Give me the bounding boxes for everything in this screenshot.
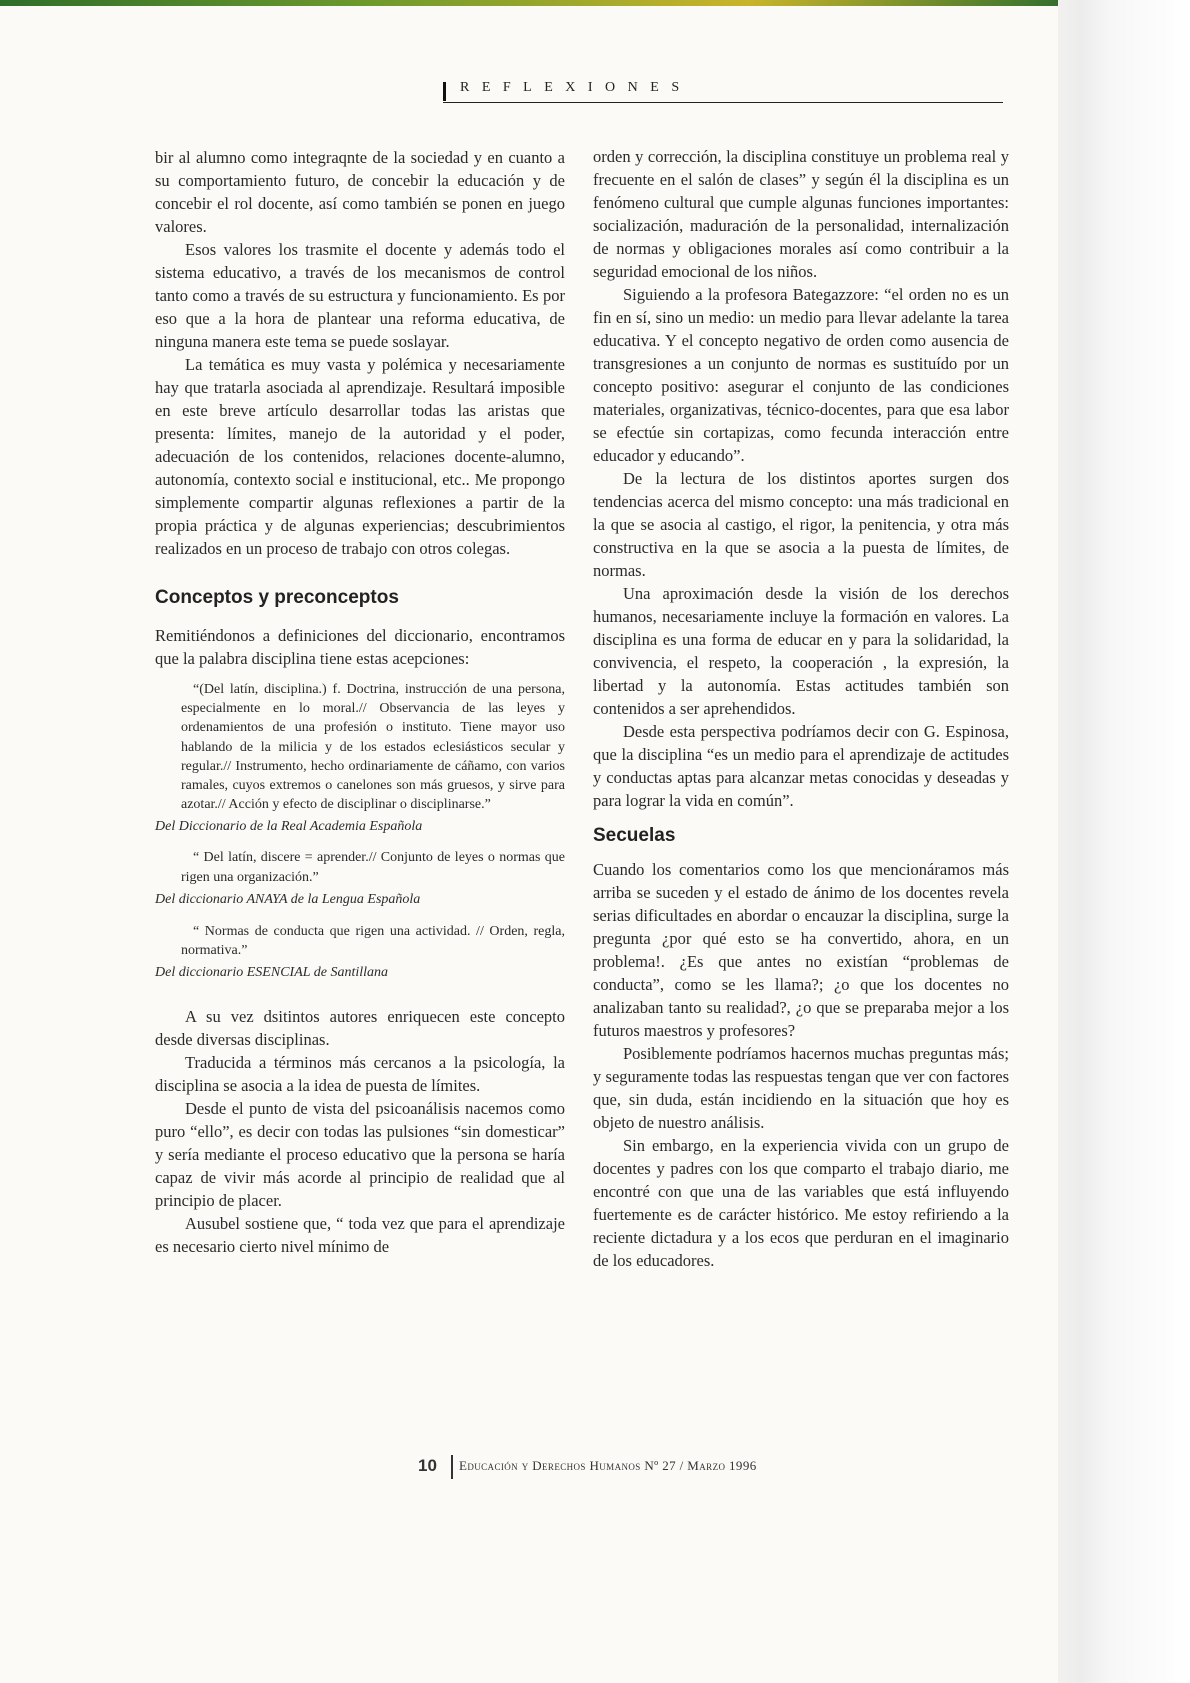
dictionary-quote: “(Del latín, disciplina.) f. Doctrina, instrucción de una persona, especialmente en lo moral.// Observancia de las leyes y ordenamientos de una profesión o instituto. Tiene mayor uso hablando de la milicia y de los estados eclesiásticos secular y regular.// Instrumento, hecho ordinariamente de cáñamo, con varios ramales, cuyos extremos o canelones son más gruesos, y sirve para azotar.// Acción y efecto de disciplinar o disciplinarse.” bbox=[181, 682, 565, 813]
scan-edge-shadow bbox=[1058, 0, 1190, 1683]
paragraph: A su vez dsitintos autores enriquecen este concepto desde diversas disciplinas. bbox=[155, 1007, 565, 1050]
paragraph: Una aproximación desde la visión de los derechos humanos, necesariamente incluye la formación en valores. La disciplina es una forma de educar en y para la solidaridad, la convivencia, el respeto, la cooperación , la expresión, la libertad y la autonomía. Estas actitudes también son contenidos a ser aprehendidos. bbox=[593, 584, 1009, 718]
quote-source: Del Diccionario de la Real Academia Española bbox=[155, 819, 423, 835]
paragraph: Remitiéndonos a definiciones del diccionario, encontramos que la palabra disciplina tiene estas acepciones: bbox=[155, 626, 565, 668]
heading-secuelas: Secuelas bbox=[593, 825, 676, 846]
publication-info: Educación y Derechos Humanos Nº 27 / Marzo 1996 bbox=[459, 1458, 757, 1473]
paragraph: orden y corrección, la disciplina constituye un problema real y frecuente en el salón de clases” y según él la disciplina es un fenómeno cultural que cumple algunas funciones importantes: socialización, maduración de la personalidad, internalización de normas y obligaciones morales así como contribuir a la seguridad emocional de los niños. bbox=[593, 147, 1009, 281]
paragraph: La temática es muy vasta y polémica y necesariamente hay que tratarla asociada al aprendizaje. Resultará imposible en este breve artículo desarrollar todas las aristas que presenta: límites, manejo de la autoridad y el poder, adecuación de los contenidos, relaciones docente-alumno, autonomía, contexto social e institucional, etc.. Me propongo simplemente compartir algunas reflexiones a partir de la propia práctica y de algunas experiencias; descubrimientos realizados en un proceso de trabajo con otros colegas. bbox=[155, 355, 565, 558]
header-bar bbox=[443, 82, 446, 101]
right-column bbox=[593, 145, 1009, 1272]
paragraph: Posiblemente podríamos hacernos muchas preguntas más; y seguramente todas las respuestas tengan que ver con factores que, sin duda, están incidiendo en la situación que hoy es objeto de nuestro análisis. bbox=[593, 1044, 1009, 1132]
paragraph: Desde esta perspectiva podríamos decir con G. Espinosa, que la disciplina “es un medio para el aprendizaje de actitudes y conductas aptas para alcanzar metas conocidas y deseadas y para lograr la vida en común”. bbox=[593, 722, 1009, 810]
paragraph: Siguiendo a la profesora Bategazzore: “el orden no es un fin en sí, sino un medio: un medio para llevar adelante la tarea educativa. Y el concepto negativo de orden como ausencia de transgresiones a un conjunto de normas es sustituído por un concepto positivo: asegurar el conjunto de las condiciones materiales, organizativas, técnico-docentes, para que esa labor se efectúe sin cortapizas, como fecunda interacción entre educador y educando”. bbox=[593, 285, 1009, 465]
section-header bbox=[443, 80, 1003, 103]
dictionary-quote: “ Del latín, discere = aprender.// Conjunto de leyes o normas que rigen una organización.” bbox=[181, 850, 565, 885]
footer-divider bbox=[451, 1455, 453, 1479]
heading-conceptos: Conceptos y preconceptos bbox=[155, 587, 399, 608]
quote-source: Del diccionario ANAYA de la Lengua Española bbox=[155, 891, 421, 907]
left-column bbox=[155, 146, 565, 1258]
paragraph: Traducida a términos más cercanos a la psicología, la disciplina se asocia a la idea de puesta de límites. bbox=[155, 1053, 565, 1096]
top-color-stripe bbox=[0, 0, 1070, 6]
quote-source: Del diccionario ESENCIAL de Santillana bbox=[155, 965, 389, 981]
dictionary-quote: “ Normas de conducta que rigen una actividad. // Orden, regla, normativa.” bbox=[181, 923, 565, 959]
paragraph: Cuando los comentarios como los que mencionáramos más arriba se suceden y el estado de ánimo de los docentes revela serias dificultades en abordar o encauzar la disciplina, surge la pregunta ¿por qué esto se ha convertido, ahora, en un problema!. ¿Es que antes no existían “problemas de conducta”, como se les llama?; ¿o que los docentes no analizaban tanto su realidad?, ¿o que se preparaba mejor a los futuros maestros y profesores? bbox=[593, 860, 1009, 1040]
paragraph: Desde el punto de vista del psicoanálisis nacemos como puro “ello”, es decir con todas las pulsiones “sin domesticar” y sería mediante el proceso educativo que la persona se haría capaz de vivir más acorde al principio de realidad que al principio de placer. bbox=[155, 1099, 565, 1211]
paragraph: De la lectura de los distintos aportes surgen dos tendencias acerca del mismo concepto: una más tradicional en la que se asocia al castigo, el rigor, la penitencia, y otra más constructiva en la que se asocia a la puesta de límites, de normas. bbox=[593, 469, 1009, 580]
paragraph: Sin embargo, en la experiencia vivida con un grupo de docentes y padres con los que comparto el trabajo diario, me encontré con que una de las variables que está influyendo fuertemente es de carácter histórico. Me estoy refiriendo a la reciente dictadura y a los ecos que perduran en el imaginario de los educadores. bbox=[593, 1136, 1009, 1270]
section-title: REFLEXIONES bbox=[460, 80, 692, 95]
page-footer bbox=[418, 1453, 918, 1481]
paragraph: bir al alumno como integraqnte de la sociedad y en cuanto a su comportamiento futuro, de concebir la educación y de concebir el rol docente, así como también se ponen en juego valores. bbox=[155, 148, 565, 236]
paragraph: Ausubel sostiene que, “ toda vez que para el aprendizaje es necesario cierto nivel mínimo de bbox=[155, 1214, 565, 1257]
paragraph: Esos valores los trasmite el docente y además todo el sistema educativo, a través de los mecanismos de control tanto como a través de su estructura y funcionamiento. Es por eso que a la hora de plantear una reforma educativa, de ninguna manera este tema se puede soslayar. bbox=[155, 240, 565, 351]
page-number: 10 bbox=[418, 1456, 437, 1475]
